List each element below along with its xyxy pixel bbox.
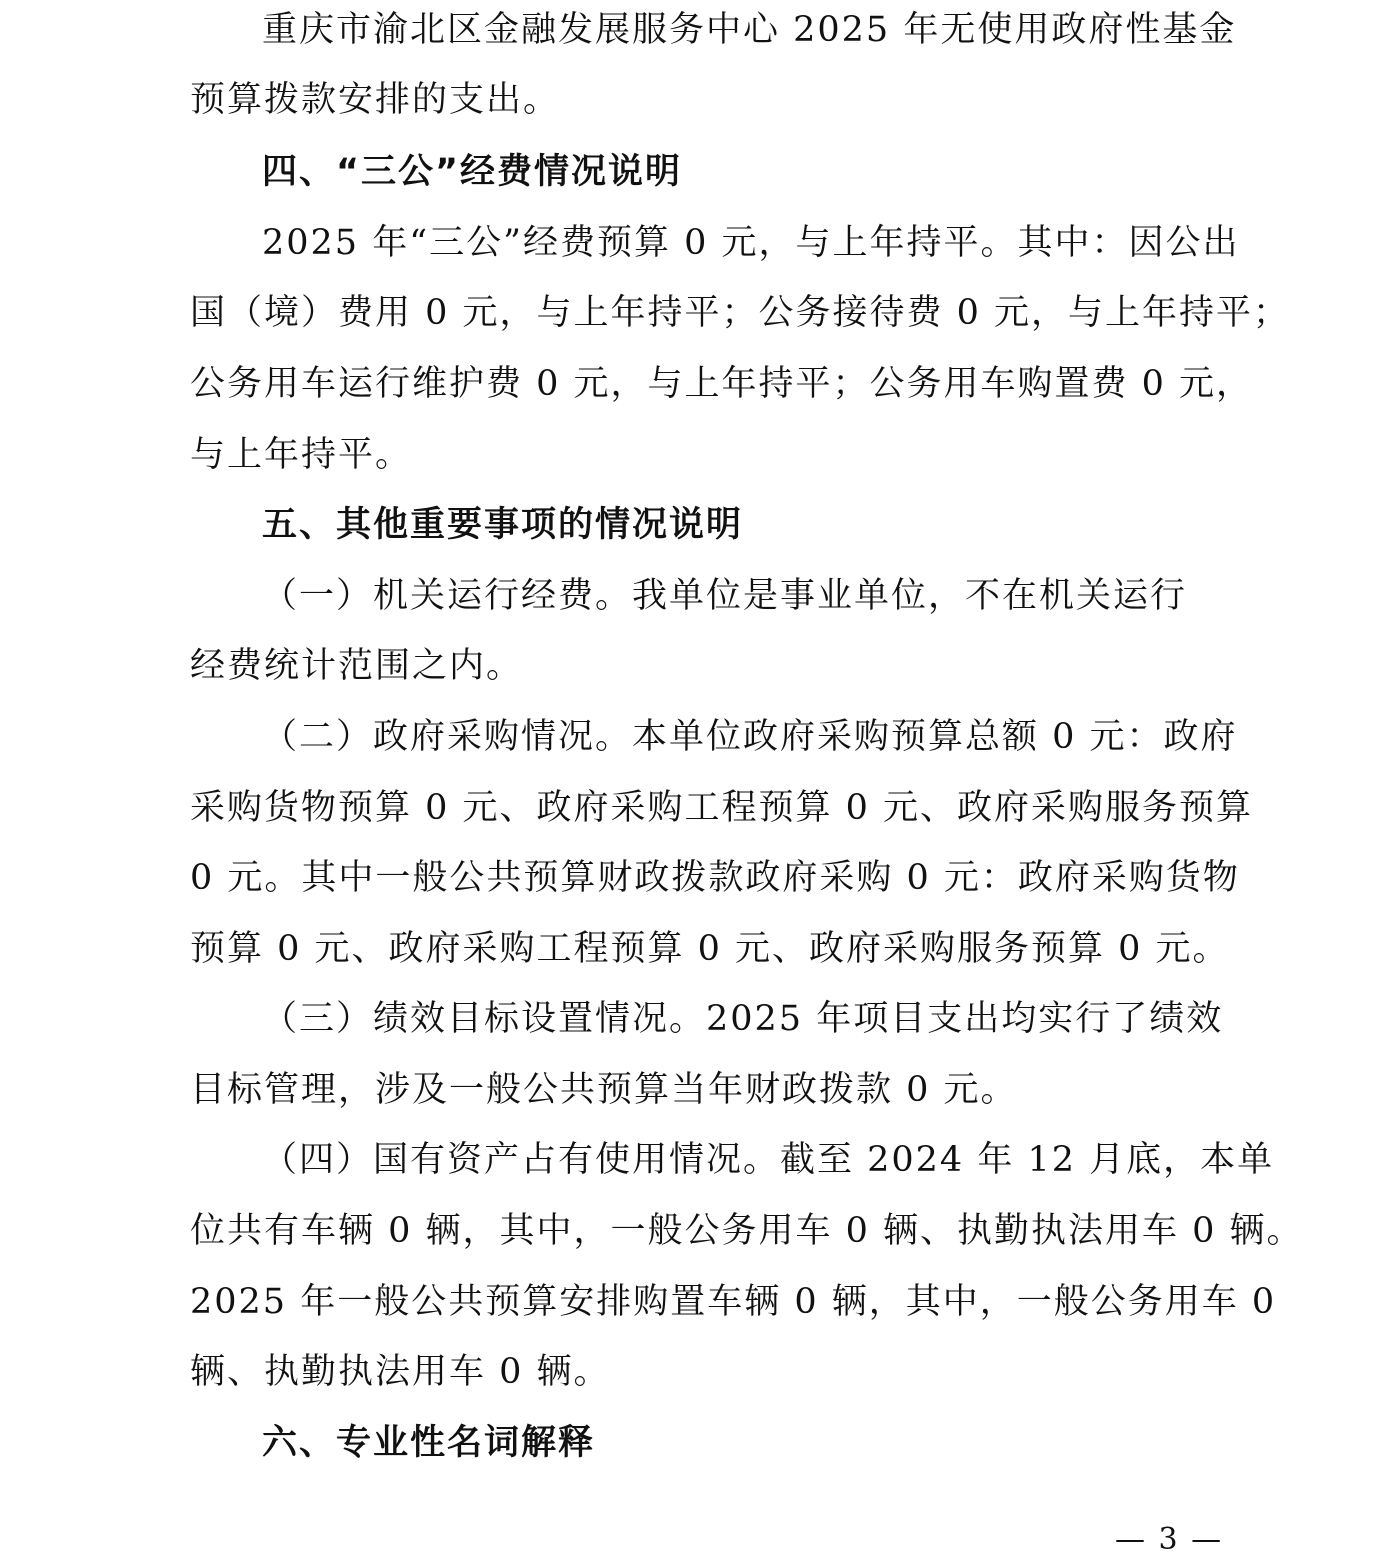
text-line: 预算拨款安排的支出。	[190, 80, 561, 120]
section-heading: 五、其他重要事项的情况说明	[262, 505, 744, 545]
text-line: （一）机关运行经费。我单位是事业单位，不在机关运行	[262, 576, 1188, 616]
text-line: （四）国有资产占有使用情况。截至 2024 年 12 月底，本单	[262, 1140, 1275, 1180]
text-line: 2025 年“三公”经费预算 0 元，与上年持平。其中：因公出	[262, 223, 1240, 263]
text-line: 辆、执勤执法用车 0 辆。	[190, 1352, 611, 1392]
text-line: （三）绩效目标设置情况。2025 年项目支出均实行了绩效	[262, 999, 1224, 1039]
text-line: 采购货物预算 0 元、政府采购工程预算 0 元、政府采购服务预算	[190, 788, 1254, 828]
section-heading: 四、“三公”经费情况说明	[262, 152, 683, 192]
text-line: 国（境）费用 0 元，与上年持平；公务接待费 0 元，与上年持平；	[190, 293, 1291, 333]
text-line: 重庆市渝北区金融发展服务中心 2025 年无使用政府性基金	[262, 10, 1237, 50]
text-line: 位共有车辆 0 辆，其中，一般公务用车 0 辆、执勤执法用车 0 辆。	[190, 1211, 1304, 1251]
text-line: 2025 年一般公共预算安排购置车辆 0 辆，其中，一般公务用车 0	[190, 1282, 1277, 1322]
text-line: 经费统计范围之内。	[190, 646, 524, 686]
text-line: 与上年持平。	[190, 435, 413, 475]
text-line: 目标管理，涉及一般公共预算当年财政拨款 0 元。	[190, 1070, 1018, 1110]
page-number: — 3 —	[1115, 1522, 1224, 1557]
section-heading: 六、专业性名词解释	[262, 1423, 596, 1463]
text-line: 0 元。其中一般公共预算财政拨款政府采购 0 元：政府采购货物	[190, 858, 1240, 898]
text-line: （二）政府采购情况。本单位政府采购预算总额 0 元：政府	[262, 717, 1238, 757]
text-line: 预算 0 元、政府采购工程预算 0 元、政府采购服务预算 0 元。	[190, 929, 1230, 969]
text-line: 公务用车运行维护费 0 元，与上年持平；公务用车购置费 0 元，	[190, 364, 1254, 404]
